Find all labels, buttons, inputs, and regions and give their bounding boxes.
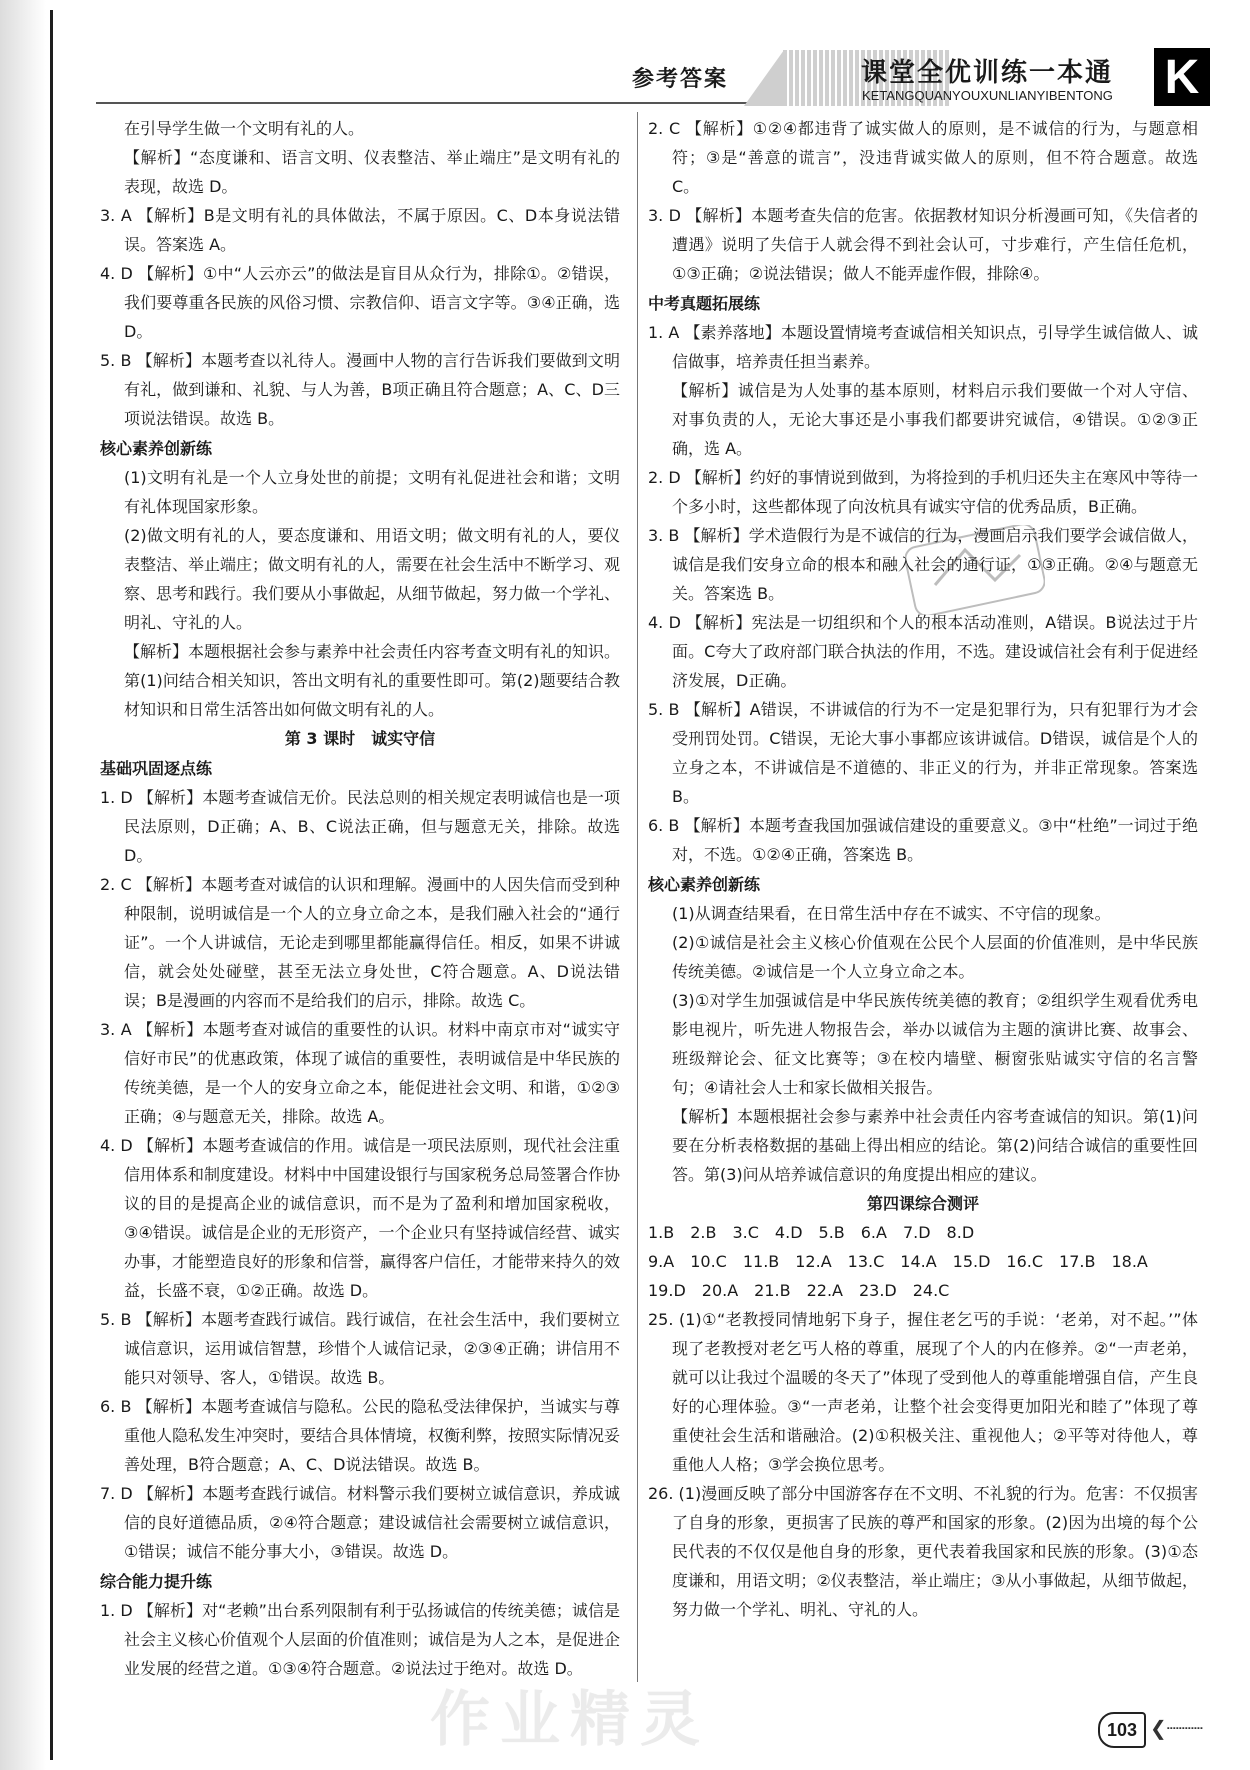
answer-item: 3. B 【解析】学术造假行为是不诚信的行为，漫画启示我们要学会诚信做人，诚信是我们安身立命的根本和融入社会的通行证，①③正确。②④与题意无关。答案选 B。	[648, 526, 1198, 603]
paragraph: (1)文明有礼是一个人立身处世的前提；文明有礼促进社会和谐；文明有礼体现国家形象。	[124, 468, 620, 516]
answer-item: 4. D 【解析】本题考查诚信的作用。诚信是一项民法原则，现代社会注重信用体系和制度建设。材料中中国建设银行与国家税务总局签署合作协议的目的是提高企业的诚信意识，而不是为了盈利和增加国家税收，③④错误。诚信是企业的无形资产，一个企业只有坚持诚信经营、诚实办事，才能塑造良好的形象和信誉，赢得客户信任，才能带来持久的效益，长盛不衰，①②正确。故选 D。	[100, 1136, 621, 1300]
answer-item: 4. D 【解析】宪法是一切组织和个人的根本活动准则，A错误。B说法过于片面。C夸大了政府部门联合执法的作用，不选。建设诚信社会有利于促进经济发展，D正确。	[648, 613, 1198, 690]
page-number: 103	[1098, 1712, 1146, 1748]
analysis: 【解析】本题根据社会参与素养中社会责任内容考查诚信的知识。第(1)问要在分析表格数据的基础上得出相应的结论。第(2)问结合诚信的重要性回答。第(3)问从培养诚信意识的角度提出相应的建议。	[672, 1107, 1198, 1184]
answer-item: 5. B 【解析】本题考查践行诚信。践行诚信，在社会生活中，我们要树立诚信意识，运用诚信智慧，珍惜个人诚信记录，②③④正确；讲信用不能只对领导、客人，①错误。故选 B。	[100, 1310, 620, 1387]
answer-item: 2. D 【解析】约好的事情说到做到，为将捡到的手机归还失主在寒风中等待一个多小时，这些都体现了向汝杭具有诚实守信的优秀品质，B正确。	[648, 468, 1198, 516]
right-column	[648, 114, 1198, 1624]
header-slant-decoration	[744, 50, 784, 106]
page-header	[96, 48, 1216, 110]
answer-item: 5. B 【解析】本题考查以礼待人。漫画中人物的言行告诉我们要做到文明有礼，做到谦和、礼貌、与人为善，B项正确且符合题意；A、C、D三项说法错误。故选 B。	[100, 351, 620, 428]
answer-key-row: 19.D 20.A 21.B 22.A 23.D 24.C	[648, 1281, 950, 1300]
section-heading: 中考真题拓展练	[648, 294, 761, 313]
header-rule	[96, 102, 786, 104]
analysis: 【解析】“态度谦和、语言文明、仪表整洁、举止端庄”是文明有礼的表现，故选 D。	[124, 148, 620, 196]
section-heading: 核心素养创新练	[100, 439, 213, 458]
brand-logo: K	[1154, 48, 1210, 106]
answer-item: 3. D 【解析】本题考查失信的危害。依据教材知识分析漫画可知，《失信者的遭遇》说明了失信于人就会得不到社会认可，寸步难行，产生信任危机，①③正确；②说法错误；做人不能弄虚作假，排除④。	[648, 206, 1198, 283]
binding-edge	[0, 0, 46, 1770]
chevron-left-icon: ❮┈┈┈	[1150, 1716, 1203, 1740]
answer-item: 3. A 【解析】B是文明有礼的具体做法，不属于原因。C、D本身说法错误。答案选 A。	[100, 206, 620, 254]
analysis: 【解析】诚信是为人处事的基本原则，材料启示我们要做一个对人守信、对事负责的人，无论大事还是小事我们都要讲究诚信，④错误。①②③正确，选 A。	[672, 381, 1198, 458]
answer-item: 1. D 【解析】本题考查诚信无价。民法总则的相关规定表明诚信也是一项民法原则，D正确；A、B、C说法正确，但与题意无关，排除。故选 D。	[100, 788, 620, 865]
section-heading: 核心素养创新练	[648, 875, 761, 894]
brand-pinyin: KETANGQUANYOUXUNLIANYIBENTONG	[862, 88, 1113, 103]
answer-item: 6. B 【解析】本题考查诚信与隐私。公民的隐私受法律保护，当诚实与尊重他人隐私发生冲突时，要结合具体情境，权衡利弊，按照实际情况妥善处理，B符合题意；A、C、D说法错误。故选 B。	[100, 1397, 621, 1474]
answer-item: 26. (1)漫画反映了部分中国游客存在不文明、不礼貌的行为。危害：不仅损害了自身的形象，更损害了民族的尊严和国家的形象。(2)因为出境的每个公民代表的不仅仅是他自身的形象，更代表着我国家和民族的形象。(3)①态度谦和，用语文明；②仪表整洁，举止端庄；③从小事做起，从细节做起，努力做一个学礼、明礼、守礼的人。	[648, 1484, 1198, 1619]
analysis: 【解析】本题根据社会参与素养中社会责任内容考查文明有礼的知识。第(1)问结合相关知识，答出文明有礼的重要性即可。第(2)题要结合教材知识和日常生活答出如何做文明有礼的人。	[124, 642, 621, 719]
answer-key-row: 1.B 2.B 3.C 4.D 5.B 6.A 7.D 8.D	[648, 1223, 975, 1242]
lesson-title: 第 3 课时 诚实守信	[284, 729, 436, 748]
answer-item: 1. D 【解析】对“老赖”出台系列限制有利于弘扬诚信的传统美德；诚信是社会主义核心价值观个人层面的价值准则；诚信是为人之本，是促进企业发展的经营之道。①③④符合题意。②说法过于绝对。故选 D。	[100, 1601, 621, 1678]
column-divider	[637, 112, 638, 1682]
binding-line	[50, 10, 53, 1760]
answer-item: 3. A 【解析】本题考查对诚信的重要性的认识。材料中南京市对“诚实守信好市民”的优惠政策，体现了诚信的重要性，表明诚信是中华民族的传统美德，是一个人的安身立命之本，能促进社会文明、和谐，①②③正确；④与题意无关，排除。故选 A。	[100, 1020, 620, 1126]
paragraph: 在引导学生做一个文明有礼的人。	[124, 119, 365, 138]
answer-section-label: 参考答案	[632, 67, 729, 92]
section-heading: 基础巩固逐点练	[100, 759, 213, 778]
answer-item: 6. B 【解析】本题考查我国加强诚信建设的重要意义。③中“杜绝”一词过于绝对，不选。①②④正确，答案选 B。	[648, 816, 1198, 864]
paragraph: (3)①对学生加强诚信是中华民族传统美德的教育；②组织学生观看优秀电影电视片，听先进人物报告会，举办以诚信为主题的演讲比赛、故事会、班级辩论会、征文比赛等；③在校内墙壁、橱窗张贴诚实守信的名言警句；④请社会人士和家长做相关报告。	[672, 991, 1198, 1097]
answer-item: 25. (1)①“老教授同情地躬下身子，握住老乞丐的手说：‘老弟，对不起。’”体现了老教授对老乞丐人格的尊重，展现了个人的内在修养。②“一声老弟，就可以让我过个温暖的冬天了”体现了受到他人的尊重能增强自信，产生良好的心理体验。③“一声老弟，让整个社会变得更加阳光和睦了”体现了尊重使社会生活和谐融洽。(2)①积极关注、重视他人；②平等对待他人，尊重他人人格；③学会换位思考。	[648, 1310, 1198, 1474]
answer-item: 7. D 【解析】本题考查践行诚信。材料警示我们要树立诚信意识，养成诚信的良好道德品质，②④符合题意；建设诚信社会需要树立诚信意识，①错误；诚信不能分事大小，③错误。故选 D。	[100, 1484, 620, 1561]
section-heading: 综合能力提升练	[100, 1572, 213, 1591]
answer-item: 2. C 【解析】①②④都违背了诚实做人的原则，是不诚信的行为，与题意相符；③是“善意的谎言”，没违背诚实做人的原则，但不符合题意。故选 C。	[648, 119, 1198, 196]
test-title: 第四课综合测评	[866, 1194, 979, 1213]
paragraph: (1)从调查结果看，在日常生活中存在不诚实、不守信的现象。	[672, 904, 1111, 923]
brand-title: 课堂全优训练一本通	[861, 58, 1114, 88]
answer-item: 4. D 【解析】①中“人云亦云”的做法是盲目从众行为，排除①。②错误，我们要尊重各民族的风俗习惯、宗教信仰、语言文字等。③④正确，选 D。	[100, 264, 620, 341]
paragraph: (2)做文明有礼的人，要态度谦和、用语文明；做文明有礼的人，要仪表整洁、举止端庄；做文明有礼的人，需要在社会生活中不断学习、观察、思考和践行。我们要从小事做起，从细节做起，努力做一个学礼、明礼、守礼的人。	[124, 526, 621, 632]
answer-item: 2. C 【解析】本题考查对诚信的认识和理解。漫画中的人因失信而受到种种限制，说明诚信是一个人的立身立命之本，是我们融入社会的“通行证”。一个人讲诚信，无论走到哪里都能赢得信任。相反，如果不讲诚信，就会处处碰壁，甚至无法立身处世，C符合题意。A、D说法错误；B是漫画的内容而不是给我们的启示，排除。故选 C。	[100, 875, 620, 1010]
paragraph: (2)①诚信是社会主义核心价值观在公民个人层面的价值准则，是中华民族传统美德。②诚信是一个人立身立命之本。	[672, 933, 1198, 981]
watermark: 作业精灵	[430, 1685, 710, 1755]
answer-item: 5. B 【解析】A错误，不讲诚信的行为不一定是犯罪行为，只有犯罪行为才会受刑罚处罚。C错误，无论大事小事都应该讲诚信。D错误，诚信是个人的立身之本，不讲诚信是不道德的、非正义的行为，并非正常现象。答案选 B。	[648, 700, 1198, 806]
left-column	[100, 114, 620, 1683]
answer-key-row: 9.A 10.C 11.B 12.A 13.C 14.A 15.D 16.C 17.B 18.A	[648, 1252, 1148, 1271]
stamp-mark	[905, 525, 1045, 615]
answer-item: 1. A 【素养落地】本题设置情境考查诚信相关知识点，引导学生诚信做人、诚信做事，培养责任担当素养。	[648, 323, 1198, 371]
